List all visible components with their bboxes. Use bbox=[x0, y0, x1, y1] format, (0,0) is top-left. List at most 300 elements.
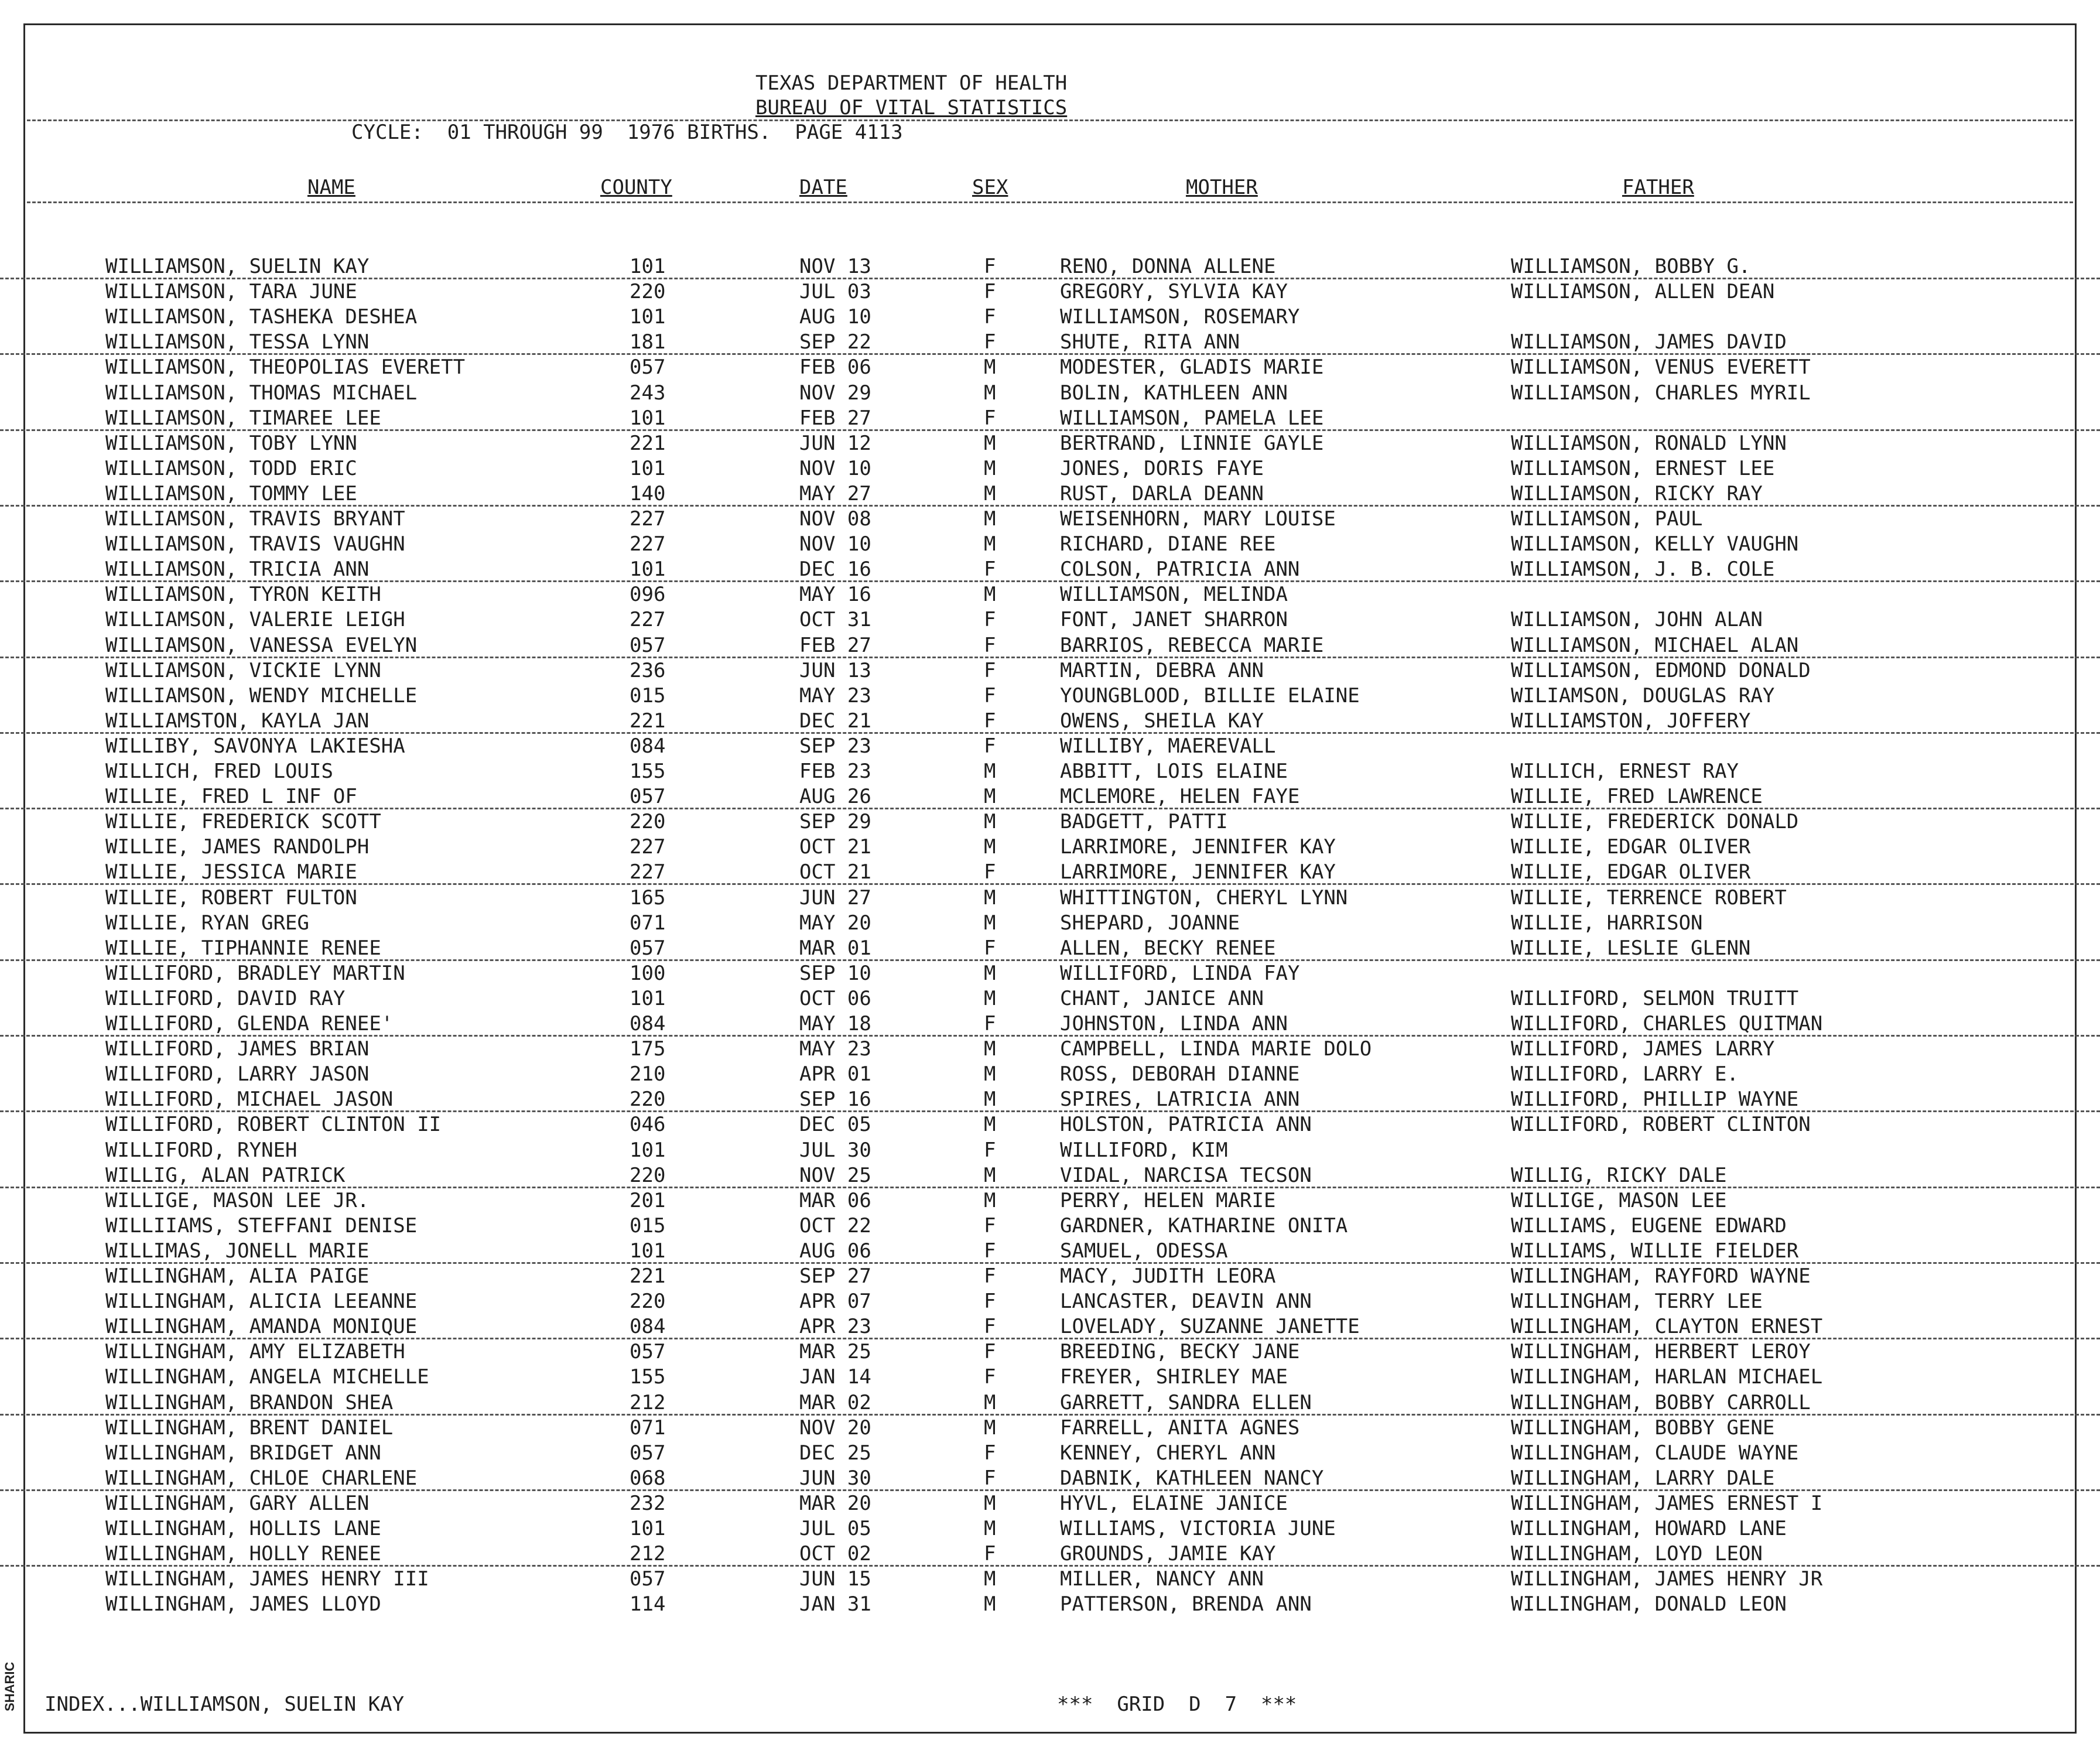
cell-sex: M bbox=[984, 911, 996, 935]
cell-sex: M bbox=[984, 835, 996, 859]
cell-county: 221 bbox=[630, 1264, 666, 1288]
cell-father: WILLIE, FRED LAWRENCE bbox=[1511, 785, 1763, 809]
cell-sex: M bbox=[984, 355, 996, 380]
cell-county: 140 bbox=[630, 481, 666, 505]
cell-mother: WILLIAMSON, PAMELA LEE bbox=[1060, 406, 1324, 430]
cell-county: 210 bbox=[630, 1062, 666, 1086]
cell-name: WILLINGHAM, HOLLIS LANE bbox=[105, 1517, 381, 1540]
table-row bbox=[0, 1239, 2100, 1264]
table-row bbox=[0, 582, 2100, 607]
cell-father: WILLINGHAM, CLAYTON ERNEST bbox=[1511, 1315, 1823, 1339]
cell-county: 227 bbox=[630, 860, 666, 884]
cell-date: JAN 14 bbox=[799, 1365, 871, 1389]
cell-name: WILLIAMSON, TRAVIS VAUGHN bbox=[105, 532, 405, 556]
cell-name: WILLIFORD, MICHAEL JASON bbox=[105, 1088, 394, 1112]
table-row bbox=[0, 355, 2100, 380]
cell-sex: M bbox=[984, 1567, 996, 1591]
cell-name: WILLIAMSTON, KAYLA JAN bbox=[105, 709, 370, 733]
cell-mother: PATTERSON, BRENDA ANN bbox=[1060, 1592, 1312, 1616]
cell-name: WILLIAMSON, TOMMY LEE bbox=[105, 481, 357, 505]
cell-county: 100 bbox=[630, 961, 666, 985]
cell-county: 212 bbox=[630, 1390, 666, 1414]
cell-mother: LOVELADY, SUZANNE JANETTE bbox=[1060, 1315, 1360, 1339]
cell-name: WILLINGHAM, ALIA PAIGE bbox=[105, 1264, 370, 1288]
cell-father: WILLINGHAM, HOWARD LANE bbox=[1511, 1517, 1787, 1540]
cell-county: 101 bbox=[630, 1239, 666, 1263]
cell-county: 057 bbox=[630, 633, 666, 657]
cell-date: MAY 18 bbox=[799, 1012, 871, 1035]
cell-county: 155 bbox=[630, 1365, 666, 1389]
cell-sex: F bbox=[984, 734, 996, 758]
cell-date: MAY 20 bbox=[799, 911, 871, 935]
cell-county: 221 bbox=[630, 431, 666, 455]
cell-mother: FONT, JANET SHARRON bbox=[1060, 608, 1288, 632]
cell-father: WILLIAMSON, PAUL bbox=[1511, 507, 1703, 531]
cell-date: FEB 23 bbox=[799, 760, 871, 783]
table-row bbox=[0, 1011, 2100, 1037]
cell-mother: SHUTE, RITA ANN bbox=[1060, 330, 1240, 354]
cell-county: 096 bbox=[630, 583, 666, 607]
cell-date: OCT 22 bbox=[799, 1214, 871, 1238]
table-row bbox=[0, 431, 2100, 456]
cell-mother: HOLSTON, PATRICIA ANN bbox=[1060, 1113, 1312, 1137]
cell-date: NOV 13 bbox=[799, 255, 871, 278]
cell-date: AUG 06 bbox=[799, 1239, 871, 1263]
cell-sex: F bbox=[984, 658, 996, 682]
cell-sex: F bbox=[984, 1466, 996, 1490]
table-row bbox=[0, 532, 2100, 557]
cell-name: WILLIAMSON, VALERIE LEIGH bbox=[105, 608, 405, 632]
cell-mother: SHEPARD, JOANNE bbox=[1060, 911, 1240, 935]
table-row bbox=[0, 809, 2100, 835]
table-row bbox=[0, 1516, 2100, 1541]
cell-mother: JONES, DORIS FAYE bbox=[1060, 456, 1264, 480]
cell-name: WILLIAMSON, TOBY LYNN bbox=[105, 431, 357, 455]
cell-county: 114 bbox=[630, 1592, 666, 1616]
cell-sex: F bbox=[984, 305, 996, 329]
cell-date: JUN 13 bbox=[799, 658, 871, 682]
cell-sex: M bbox=[984, 785, 996, 809]
cell-mother: SPIRES, LATRICIA ANN bbox=[1060, 1088, 1300, 1112]
cell-mother: LARRIMORE, JENNIFER KAY bbox=[1060, 860, 1336, 884]
cell-date: SEP 16 bbox=[799, 1088, 871, 1112]
cell-county: 220 bbox=[630, 810, 666, 834]
cell-county: 181 bbox=[630, 330, 666, 354]
cell-name: WILLINGHAM, JAMES LLOYD bbox=[105, 1592, 381, 1616]
cell-father: WILLINGHAM, JAMES ERNEST I bbox=[1511, 1491, 1823, 1515]
cell-mother: MCLEMORE, HELEN FAYE bbox=[1060, 785, 1300, 809]
cell-father: WILLIE, FREDERICK DONALD bbox=[1511, 810, 1799, 834]
table-row bbox=[0, 709, 2100, 734]
table-row bbox=[0, 1314, 2100, 1339]
table-row bbox=[0, 1264, 2100, 1289]
cell-name: WILLINGHAM, AMY ELIZABETH bbox=[105, 1340, 405, 1364]
cell-sex: F bbox=[984, 1138, 996, 1162]
table-row bbox=[0, 936, 2100, 961]
column-header-mother: MOTHER bbox=[1186, 176, 1258, 199]
cell-mother: GROUNDS, JAMIE KAY bbox=[1060, 1542, 1276, 1566]
cell-father: WILLIGE, MASON LEE bbox=[1511, 1188, 1727, 1212]
table-row bbox=[0, 1037, 2100, 1062]
column-header-county: COUNTY bbox=[600, 176, 672, 199]
table-row bbox=[0, 886, 2100, 911]
table-row bbox=[0, 734, 2100, 759]
cell-sex: M bbox=[984, 1062, 996, 1086]
cell-county: 071 bbox=[630, 1416, 666, 1440]
cell-county: 068 bbox=[630, 1466, 666, 1490]
table-row bbox=[0, 330, 2100, 355]
cell-mother: RUST, DARLA DEANN bbox=[1060, 481, 1264, 505]
cell-county: 046 bbox=[630, 1113, 666, 1137]
column-header-date: DATE bbox=[799, 176, 847, 199]
cell-father: WILLINGHAM, JAMES HENRY JR bbox=[1511, 1567, 1823, 1591]
cell-mother: WILLIAMS, VICTORIA JUNE bbox=[1060, 1517, 1336, 1540]
cell-county: 220 bbox=[630, 1088, 666, 1112]
cell-date: JUN 15 bbox=[799, 1567, 871, 1591]
cell-sex: M bbox=[984, 1163, 996, 1187]
cell-sex: F bbox=[984, 1012, 996, 1035]
cell-sex: F bbox=[984, 1315, 996, 1339]
cell-sex: M bbox=[984, 961, 996, 985]
cell-name: WILLIAMSON, TARA JUNE bbox=[105, 280, 357, 304]
table-row bbox=[0, 1214, 2100, 1239]
cell-father: WILLIAMSON, MICHAEL ALAN bbox=[1511, 633, 1799, 657]
cell-date: FEB 06 bbox=[799, 355, 871, 380]
cell-mother: WHITTINGTON, CHERYL LYNN bbox=[1060, 886, 1348, 910]
cell-county: 101 bbox=[630, 1517, 666, 1540]
cell-name: WILLIAMSON, SUELIN KAY bbox=[105, 255, 370, 278]
cell-county: 057 bbox=[630, 1441, 666, 1465]
table-row bbox=[0, 1339, 2100, 1365]
cell-sex: F bbox=[984, 1340, 996, 1364]
cell-date: NOV 10 bbox=[799, 532, 871, 556]
cell-father: WILLIAMSON, RICKY RAY bbox=[1511, 481, 1763, 505]
cell-mother: ABBITT, LOIS ELAINE bbox=[1060, 760, 1288, 783]
cell-sex: F bbox=[984, 1441, 996, 1465]
table-row bbox=[0, 835, 2100, 860]
cell-sex: M bbox=[984, 1390, 996, 1414]
cell-sex: F bbox=[984, 709, 996, 733]
cell-date: AUG 26 bbox=[799, 785, 871, 809]
cell-father: WILLIAMSON, BOBBY G. bbox=[1511, 255, 1751, 278]
cell-father: WILLINGHAM, RAYFORD WAYNE bbox=[1511, 1264, 1811, 1288]
cell-county: 212 bbox=[630, 1542, 666, 1566]
cell-date: APR 23 bbox=[799, 1315, 871, 1339]
cell-sex: F bbox=[984, 1214, 996, 1238]
cell-mother: RENO, DONNA ALLENE bbox=[1060, 255, 1276, 278]
cell-mother: RICHARD, DIANE REE bbox=[1060, 532, 1276, 556]
cell-sex: M bbox=[984, 431, 996, 455]
cell-county: 175 bbox=[630, 1037, 666, 1061]
cell-mother: GREGORY, SYLVIA KAY bbox=[1060, 280, 1288, 304]
cell-name: WILLINGHAM, CHLOE CHARLENE bbox=[105, 1466, 418, 1490]
cell-date: FEB 27 bbox=[799, 406, 871, 430]
cell-sex: M bbox=[984, 986, 996, 1010]
cell-county: 057 bbox=[630, 1567, 666, 1591]
cell-mother: JOHNSTON, LINDA ANN bbox=[1060, 1012, 1288, 1035]
cell-father: WILLIFORD, JAMES LARRY bbox=[1511, 1037, 1775, 1061]
cell-sex: M bbox=[984, 456, 996, 480]
cell-county: 220 bbox=[630, 1163, 666, 1187]
cell-county: 101 bbox=[630, 255, 666, 278]
cell-name: WILLIE, FREDERICK SCOTT bbox=[105, 810, 381, 834]
table-row bbox=[0, 254, 2100, 279]
cell-date: MAR 01 bbox=[799, 936, 871, 960]
cell-name: WILLINGHAM, ALICIA LEEANNE bbox=[105, 1290, 418, 1314]
table-row bbox=[0, 1163, 2100, 1188]
cell-mother: OWENS, SHEILA KAY bbox=[1060, 709, 1264, 733]
cell-county: 101 bbox=[630, 558, 666, 582]
cell-name: WILLIFORD, JAMES BRIAN bbox=[105, 1037, 370, 1061]
cell-name: WILLIAMSON, TYRON KEITH bbox=[105, 583, 381, 607]
cell-county: 220 bbox=[630, 280, 666, 304]
cell-mother: FREYER, SHIRLEY MAE bbox=[1060, 1365, 1288, 1389]
cell-mother: SAMUEL, ODESSA bbox=[1060, 1239, 1228, 1263]
cell-name: WILLINGHAM, ANGELA MICHELLE bbox=[105, 1365, 429, 1389]
table-row bbox=[0, 1416, 2100, 1441]
footer-grid: *** GRID D 7 *** bbox=[1057, 1693, 1297, 1716]
cell-name: WILLIFORD, RYNEH bbox=[105, 1138, 297, 1162]
cell-mother: BERTRAND, LINNIE GAYLE bbox=[1060, 431, 1324, 455]
cell-name: WILLIAMSON, VANESSA EVELYN bbox=[105, 633, 418, 657]
cell-date: NOV 25 bbox=[799, 1163, 871, 1187]
cell-father: WILLIFORD, SELMON TRUITT bbox=[1511, 986, 1799, 1010]
cell-mother: WEISENHORN, MARY LOUISE bbox=[1060, 507, 1336, 531]
cell-date: DEC 25 bbox=[799, 1441, 871, 1465]
cell-father: WILLINGHAM, CLAUDE WAYNE bbox=[1511, 1441, 1799, 1465]
cell-mother: COLSON, PATRICIA ANN bbox=[1060, 558, 1300, 582]
cell-date: AUG 10 bbox=[799, 305, 871, 329]
cell-sex: F bbox=[984, 1365, 996, 1389]
cell-father: WILLIE, EDGAR OLIVER bbox=[1511, 835, 1751, 859]
cell-name: WILLIAMSON, THEOPOLIAS EVERETT bbox=[105, 355, 466, 380]
cell-name: WILLINGHAM, JAMES HENRY III bbox=[105, 1567, 429, 1591]
cell-name: WILLIAMSON, VICKIE LYNN bbox=[105, 658, 381, 682]
cell-date: DEC 05 bbox=[799, 1113, 871, 1137]
department-title: TEXAS DEPARTMENT OF HEALTH bbox=[755, 71, 1068, 95]
cell-father: WILLIFORD, CHARLES QUITMAN bbox=[1511, 1012, 1823, 1035]
cell-name: WILLICH, FRED LOUIS bbox=[105, 760, 333, 783]
cell-sex: M bbox=[984, 1416, 996, 1440]
cell-father: WILIAMSON, DOUGLAS RAY bbox=[1511, 683, 1775, 707]
cell-name: WILLIE, ROBERT FULTON bbox=[105, 886, 357, 910]
table-row bbox=[0, 860, 2100, 885]
cell-date: FEB 27 bbox=[799, 633, 871, 657]
cell-county: 057 bbox=[630, 1340, 666, 1364]
cell-father: WILLIAMSON, KELLY VAUGHN bbox=[1511, 532, 1799, 556]
cell-sex: M bbox=[984, 1592, 996, 1616]
cell-name: WILLINGHAM, BRENT DANIEL bbox=[105, 1416, 394, 1440]
cell-date: SEP 23 bbox=[799, 734, 871, 758]
cell-sex: F bbox=[984, 1239, 996, 1263]
cell-county: 227 bbox=[630, 608, 666, 632]
cell-name: WILLIFORD, DAVID RAY bbox=[105, 986, 346, 1010]
cell-father: WILLIE, TERRENCE ROBERT bbox=[1511, 886, 1787, 910]
cell-name: WILLINGHAM, BRIDGET ANN bbox=[105, 1441, 381, 1465]
table-row bbox=[0, 381, 2100, 406]
cell-county: 015 bbox=[630, 1214, 666, 1238]
cell-county: 221 bbox=[630, 709, 666, 733]
cell-name: WILLINGHAM, HOLLY RENEE bbox=[105, 1542, 381, 1566]
cell-date: JUL 03 bbox=[799, 280, 871, 304]
table-row bbox=[0, 911, 2100, 936]
cell-father: WILLINGHAM, BOBBY GENE bbox=[1511, 1416, 1775, 1440]
cell-county: 101 bbox=[630, 406, 666, 430]
cell-name: WILLIAMSON, TRICIA ANN bbox=[105, 558, 370, 582]
cell-sex: M bbox=[984, 481, 996, 505]
cell-sex: F bbox=[984, 936, 996, 960]
cell-father: WILLIAMSON, EDMOND DONALD bbox=[1511, 658, 1811, 682]
table-row bbox=[0, 1441, 2100, 1466]
cell-date: DEC 21 bbox=[799, 709, 871, 733]
table-row bbox=[0, 1592, 2100, 1617]
cell-name: WILLIG, ALAN PATRICK bbox=[105, 1163, 346, 1187]
cell-county: 227 bbox=[630, 835, 666, 859]
cell-mother: BOLIN, KATHLEEN ANN bbox=[1060, 381, 1288, 405]
cell-sex: F bbox=[984, 1264, 996, 1288]
cell-mother: MARTIN, DEBRA ANN bbox=[1060, 658, 1264, 682]
cell-date: OCT 31 bbox=[799, 608, 871, 632]
cell-name: WILLIFORD, BRADLEY MARTIN bbox=[105, 961, 405, 985]
cell-county: 227 bbox=[630, 507, 666, 531]
cell-sex: F bbox=[984, 860, 996, 884]
table-row bbox=[0, 507, 2100, 532]
cell-date: APR 07 bbox=[799, 1290, 871, 1314]
table-row bbox=[0, 683, 2100, 709]
cell-date: MAY 23 bbox=[799, 1037, 871, 1061]
cell-mother: GARRETT, SANDRA ELLEN bbox=[1060, 1390, 1312, 1414]
cell-sex: M bbox=[984, 532, 996, 556]
cell-father: WILLIE, EDGAR OLIVER bbox=[1511, 860, 1751, 884]
table-row bbox=[0, 759, 2100, 784]
cell-sex: F bbox=[984, 280, 996, 304]
cell-date: DEC 16 bbox=[799, 558, 871, 582]
cell-mother: MACY, JUDITH LEORA bbox=[1060, 1264, 1276, 1288]
cell-sex: M bbox=[984, 1113, 996, 1137]
table-row bbox=[0, 658, 2100, 683]
cell-name: WILLIFORD, GLENDA RENEE' bbox=[105, 1012, 394, 1035]
cell-date: SEP 22 bbox=[799, 330, 871, 354]
cell-mother: WILLIAMSON, ROSEMARY bbox=[1060, 305, 1300, 329]
cell-father: WILLIFORD, ROBERT CLINTON bbox=[1511, 1113, 1811, 1137]
bureau-title: BUREAU OF VITAL STATISTICS bbox=[755, 96, 1068, 119]
cell-date: NOV 08 bbox=[799, 507, 871, 531]
cell-father: WILLIFORD, PHILLIP WAYNE bbox=[1511, 1088, 1799, 1112]
table-row bbox=[0, 456, 2100, 481]
cell-name: WILLIAMSON, WENDY MICHELLE bbox=[105, 683, 418, 707]
cell-mother: LARRIMORE, JENNIFER KAY bbox=[1060, 835, 1336, 859]
cell-name: WILLIE, TIPHANNIE RENEE bbox=[105, 936, 381, 960]
cell-date: MAR 20 bbox=[799, 1491, 871, 1515]
cell-mother: HYVL, ELAINE JANICE bbox=[1060, 1491, 1288, 1515]
cell-father: WILLINGHAM, LOYD LEON bbox=[1511, 1542, 1763, 1566]
column-header-name: NAME bbox=[307, 176, 355, 199]
cell-mother: PERRY, HELEN MARIE bbox=[1060, 1188, 1276, 1212]
cell-mother: CAMPBELL, LINDA MARIE DOLO bbox=[1060, 1037, 1372, 1061]
cell-father: WILLINGHAM, DONALD LEON bbox=[1511, 1592, 1787, 1616]
cell-father: WILLIFORD, LARRY E. bbox=[1511, 1062, 1739, 1086]
cell-name: WILLIE, RYAN GREG bbox=[105, 911, 309, 935]
footer-index: INDEX...WILLIAMSON, SUELIN KAY bbox=[45, 1693, 405, 1716]
cell-mother: GARDNER, KATHARINE ONITA bbox=[1060, 1214, 1348, 1238]
cell-county: 084 bbox=[630, 1315, 666, 1339]
table-row bbox=[0, 1188, 2100, 1214]
cell-father: WILLIAMSON, ALLEN DEAN bbox=[1511, 280, 1775, 304]
cell-name: WILLINGHAM, AMANDA MONIQUE bbox=[105, 1315, 418, 1339]
cell-mother: BADGETT, PATTI bbox=[1060, 810, 1228, 834]
cell-name: WILLIAMSON, TESSA LYNN bbox=[105, 330, 370, 354]
cell-county: 084 bbox=[630, 734, 666, 758]
column-header-father: FATHER bbox=[1622, 176, 1694, 199]
column-header-sex: SEX bbox=[972, 176, 1008, 199]
table-row bbox=[0, 1541, 2100, 1567]
table-row bbox=[0, 406, 2100, 431]
table-row bbox=[0, 986, 2100, 1011]
cell-name: WILLIFORD, LARRY JASON bbox=[105, 1062, 370, 1086]
cell-county: 057 bbox=[630, 355, 666, 380]
cell-county: 155 bbox=[630, 760, 666, 783]
cell-father: WILLIAMSON, CHARLES MYRIL bbox=[1511, 381, 1811, 405]
cell-mother: BREEDING, BECKY JANE bbox=[1060, 1340, 1300, 1364]
table-row bbox=[0, 607, 2100, 633]
table-row bbox=[0, 1390, 2100, 1416]
table-row bbox=[0, 1289, 2100, 1314]
cell-name: WILLIAMSON, TRAVIS BRYANT bbox=[105, 507, 405, 531]
cell-sex: F bbox=[984, 608, 996, 632]
cell-county: 084 bbox=[630, 1012, 666, 1035]
cell-date: MAY 27 bbox=[799, 481, 871, 505]
table-row bbox=[0, 961, 2100, 986]
cell-sex: M bbox=[984, 1037, 996, 1061]
cell-father: WILLINGHAM, BOBBY CARROLL bbox=[1511, 1390, 1811, 1414]
cell-sex: M bbox=[984, 381, 996, 405]
cycle-line: CYCLE: 01 THROUGH 99 1976 BIRTHS. PAGE 4113 bbox=[351, 121, 903, 144]
cell-date: JUN 12 bbox=[799, 431, 871, 455]
cell-county: 101 bbox=[630, 305, 666, 329]
cell-county: 101 bbox=[630, 1138, 666, 1162]
cell-sex: F bbox=[984, 683, 996, 707]
cell-name: WILLIAMSON, TIMAREE LEE bbox=[105, 406, 381, 430]
cell-mother: WILLIBY, MAEREVALL bbox=[1060, 734, 1276, 758]
table-row bbox=[0, 633, 2100, 658]
table-row bbox=[0, 1112, 2100, 1137]
cell-father: WILLINGHAM, TERRY LEE bbox=[1511, 1290, 1763, 1314]
cell-county: 227 bbox=[630, 532, 666, 556]
cell-mother: FARRELL, ANITA AGNES bbox=[1060, 1416, 1300, 1440]
cell-father: WILLIAMSON, RONALD LYNN bbox=[1511, 431, 1787, 455]
cell-name: WILLIAMSON, TODD ERIC bbox=[105, 456, 357, 480]
cell-father: WILLINGHAM, LARRY DALE bbox=[1511, 1466, 1775, 1490]
cell-father: WILLIAMSON, JOHN ALAN bbox=[1511, 608, 1763, 632]
column-header-divider bbox=[27, 201, 2073, 203]
cell-father: WILLIE, LESLIE GLENN bbox=[1511, 936, 1751, 960]
table-row bbox=[0, 1567, 2100, 1592]
table-row bbox=[0, 279, 2100, 305]
cell-name: WILLIGE, MASON LEE JR. bbox=[105, 1188, 370, 1212]
cell-mother: WILLIAMSON, MELINDA bbox=[1060, 583, 1288, 607]
cell-date: MAY 16 bbox=[799, 583, 871, 607]
cell-father: WILLIE, HARRISON bbox=[1511, 911, 1703, 935]
cell-date: MAR 06 bbox=[799, 1188, 871, 1212]
cell-sex: M bbox=[984, 507, 996, 531]
table-row bbox=[0, 557, 2100, 582]
cell-father: WILLICH, ERNEST RAY bbox=[1511, 760, 1739, 783]
cell-father: WILLIAMS, EUGENE EDWARD bbox=[1511, 1214, 1787, 1238]
cell-sex: M bbox=[984, 810, 996, 834]
cell-date: OCT 02 bbox=[799, 1542, 871, 1566]
cell-father: WILLIAMS, WILLIE FIELDER bbox=[1511, 1239, 1799, 1263]
cell-sex: M bbox=[984, 1491, 996, 1515]
